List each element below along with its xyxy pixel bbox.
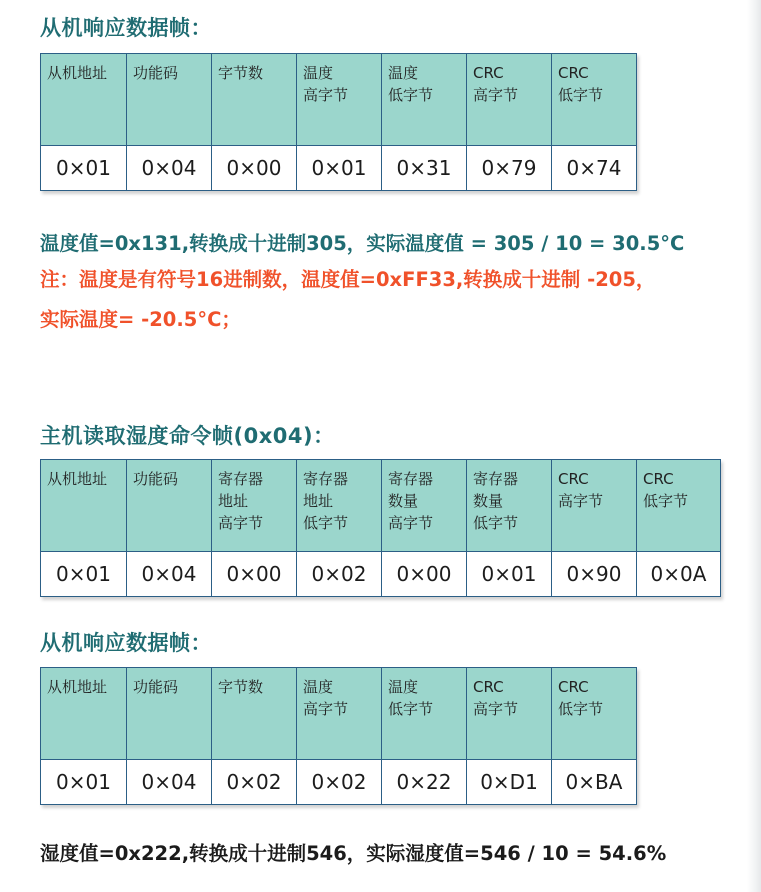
header-cell: 温度 高字节 — [297, 54, 382, 146]
header-cell: 功能码 — [127, 54, 212, 146]
value-cell: 0×01 — [41, 760, 127, 805]
header-cell: 字节数 — [212, 668, 297, 760]
header-cell: 温度 低字节 — [382, 668, 467, 760]
header-cell: 功能码 — [127, 460, 212, 552]
temperature-sign-note: 注：温度是有符号16进制数，温度值=0xFF33,转换成十进制 -205， — [40, 268, 656, 291]
value-cell: 0×04 — [127, 760, 212, 805]
value-cell: 0×02 — [297, 760, 382, 805]
value-cell: 0×22 — [382, 760, 467, 805]
response-frame-table-2 — [40, 667, 637, 805]
page-edge-shadow — [747, 0, 761, 892]
header-cell: 寄存器 地址 高字节 — [212, 460, 297, 552]
section2-title: 主机读取湿度命令帧(0x04)： — [40, 424, 335, 448]
header-cell: 寄存器 数量 高字节 — [382, 460, 467, 552]
value-cell: 0×0A — [637, 552, 721, 597]
header-cell: CRC 低字节 — [637, 460, 721, 552]
value-cell: 0×90 — [552, 552, 637, 597]
value-cell: 0×79 — [467, 146, 552, 191]
header-cell: 寄存器 数量 低字节 — [467, 460, 552, 552]
header-cell: 功能码 — [127, 668, 212, 760]
header-cell: CRC 低字节 — [552, 54, 637, 146]
value-cell: 0×00 — [212, 146, 297, 191]
header-cell: CRC 高字节 — [552, 460, 637, 552]
header-cell: 温度 高字节 — [297, 668, 382, 760]
humidity-explanation: 湿度值=0x222,转换成十进制546，实际湿度值=546 / 10 = 54.6% — [40, 842, 667, 865]
value-cell: 0×04 — [127, 552, 212, 597]
value-cell: 0×01 — [41, 552, 127, 597]
section3-title: 从机响应数据帧： — [40, 631, 212, 655]
value-cell: 0×02 — [212, 760, 297, 805]
humidity-command-table — [40, 459, 721, 597]
response-frame-table-1 — [40, 53, 637, 191]
value-cell: 0×BA — [552, 760, 637, 805]
header-cell: CRC 高字节 — [467, 668, 552, 760]
header-cell: 寄存器 地址 低字节 — [297, 460, 382, 552]
header-cell: 字节数 — [212, 54, 297, 146]
value-cell: 0×74 — [552, 146, 637, 191]
header-cell: 从机地址 — [41, 668, 127, 760]
header-cell: 温度 低字节 — [382, 54, 467, 146]
value-cell: 0×04 — [127, 146, 212, 191]
value-cell: 0×D1 — [467, 760, 552, 805]
value-cell: 0×01 — [467, 552, 552, 597]
header-cell: CRC 高字节 — [467, 54, 552, 146]
temperature-explanation: 温度值=0x131,转换成十进制305，实际温度值 = 305 / 10 = 30.5°C — [40, 232, 685, 255]
header-cell: CRC 低字节 — [552, 668, 637, 760]
value-cell: 0×01 — [297, 146, 382, 191]
temperature-sign-result: 实际温度= -20.5°C； — [40, 308, 241, 331]
header-cell: 从机地址 — [41, 460, 127, 552]
value-cell: 0×02 — [297, 552, 382, 597]
value-cell: 0×00 — [212, 552, 297, 597]
section1-title: 从机响应数据帧： — [40, 16, 212, 40]
value-cell: 0×01 — [41, 146, 127, 191]
header-cell: 从机地址 — [41, 54, 127, 146]
value-cell: 0×00 — [382, 552, 467, 597]
value-cell: 0×31 — [382, 146, 467, 191]
